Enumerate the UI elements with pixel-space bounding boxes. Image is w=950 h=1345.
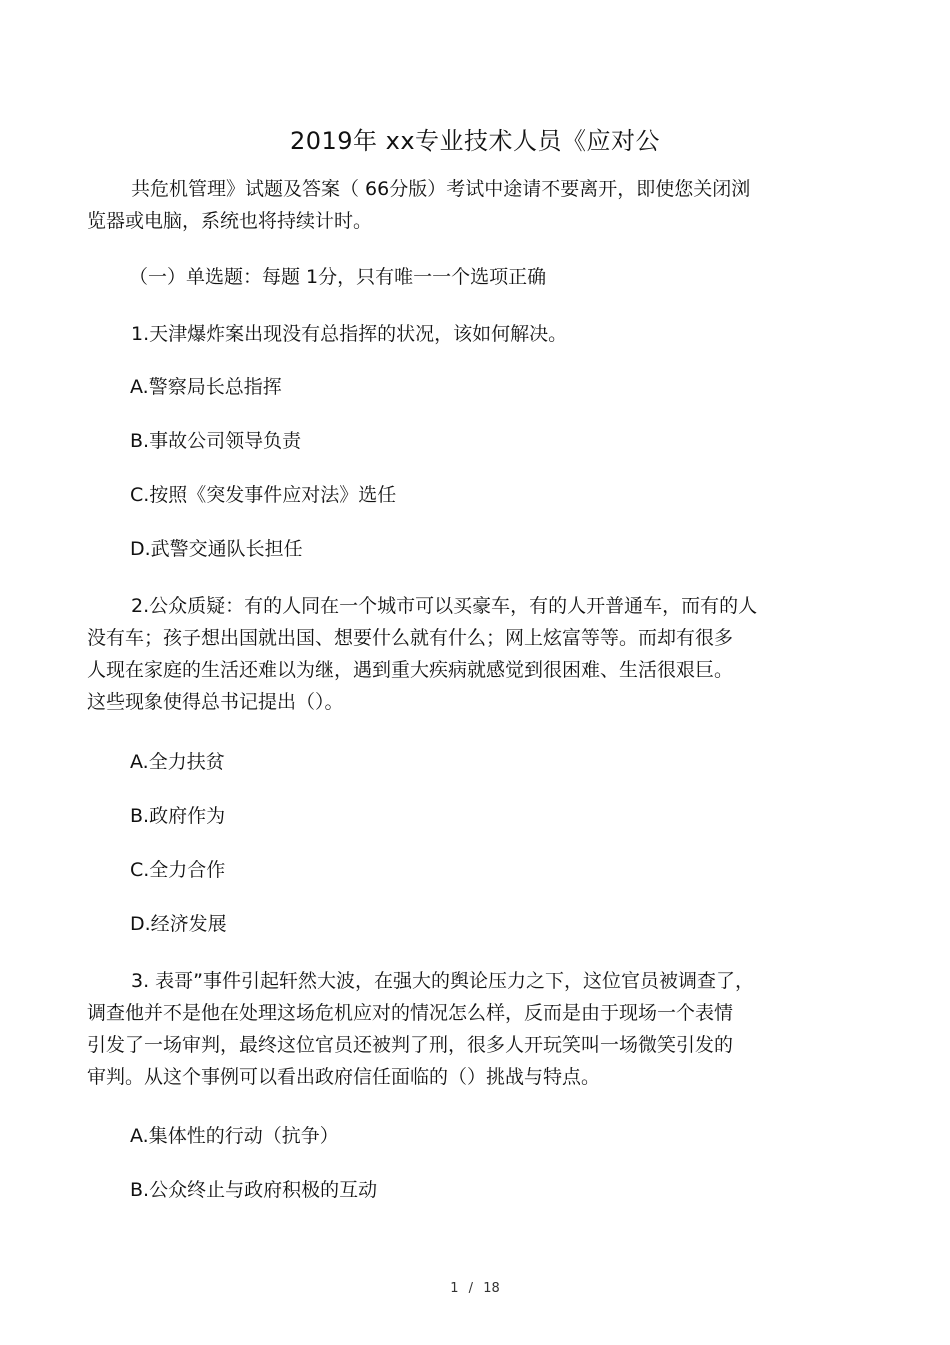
document-title: 2019年 xx专业技术人员《应对公 <box>289 127 661 155</box>
intro-paragraph <box>87 173 847 237</box>
question-2-line-4: 这些现象使得总书记提出（）。 <box>87 691 344 713</box>
question-2-line-3: 人现在家庭的生活还难以为继，遇到重大疾病就感觉到很困难、生活很艰巨。 <box>87 659 734 681</box>
question-2-option-c: C.全力合作 <box>130 859 226 881</box>
section-heading-text: （一）单选题：每题 1分，只有唯一一个选项正确 <box>129 266 547 288</box>
question-2 <box>87 590 847 718</box>
page-number-current: 1 <box>450 1281 459 1296</box>
question-2-line-2: 没有车；孩子想出国就出国、想要什么就有什么；网上炫富等等。而却有很多 <box>87 627 734 649</box>
question-3-line-2: 调查他并不是他在处理这场危机应对的情况怎么样，反而是由于现场一个表情 <box>87 1002 734 1024</box>
question-1-option-d: D.武警交通队长担任 <box>130 538 303 560</box>
question-1-option-c: C.按照《突发事件应对法》选任 <box>130 484 397 506</box>
question-2-option-b: B.政府作为 <box>130 805 226 827</box>
question-3-line-1: 3. 表哥”事件引起轩然大波，在强大的舆论压力之下，这位官员被调查了， <box>131 970 755 992</box>
question-2-line-1: 2.公众质疑：有的人同在一个城市可以买豪车，有的人开普通车，而有的人 <box>131 595 758 617</box>
question-1-line-1: 1.天津爆炸案出现没有总指挥的状况，该如何解决。 <box>131 323 568 345</box>
page-number-total: 18 <box>483 1281 500 1296</box>
question-3-option-b: B.公众终止与政府积极的互动 <box>130 1179 378 1201</box>
intro-line-1: 共危机管理》试题及答案（ 66分版）考试中途请不要离开，即使您关闭浏 <box>131 178 751 200</box>
question-1 <box>87 318 847 350</box>
page-number-separator: / <box>468 1281 474 1296</box>
section-heading <box>87 261 847 293</box>
question-2-option-d: D.经济发展 <box>130 913 227 935</box>
question-3-line-3: 引发了一场审判，最终这位官员还被判了刑，很多人开玩笑叫一场微笑引发的 <box>87 1034 734 1056</box>
question-3 <box>87 965 847 1093</box>
question-3-line-4: 审判。从这个事例可以看出政府信任面临的（）挑战与特点。 <box>87 1066 601 1088</box>
question-1-option-b: B.事故公司领导负责 <box>130 430 302 452</box>
question-2-option-a: A.全力扶贫 <box>130 751 225 773</box>
page-number <box>0 1279 950 1299</box>
question-1-option-a: A.警察局长总指挥 <box>130 376 282 398</box>
question-3-option-a: A.集体性的行动（抗争） <box>130 1125 339 1147</box>
intro-line-2: 览器或电脑，系统也将持续计时。 <box>87 210 373 232</box>
